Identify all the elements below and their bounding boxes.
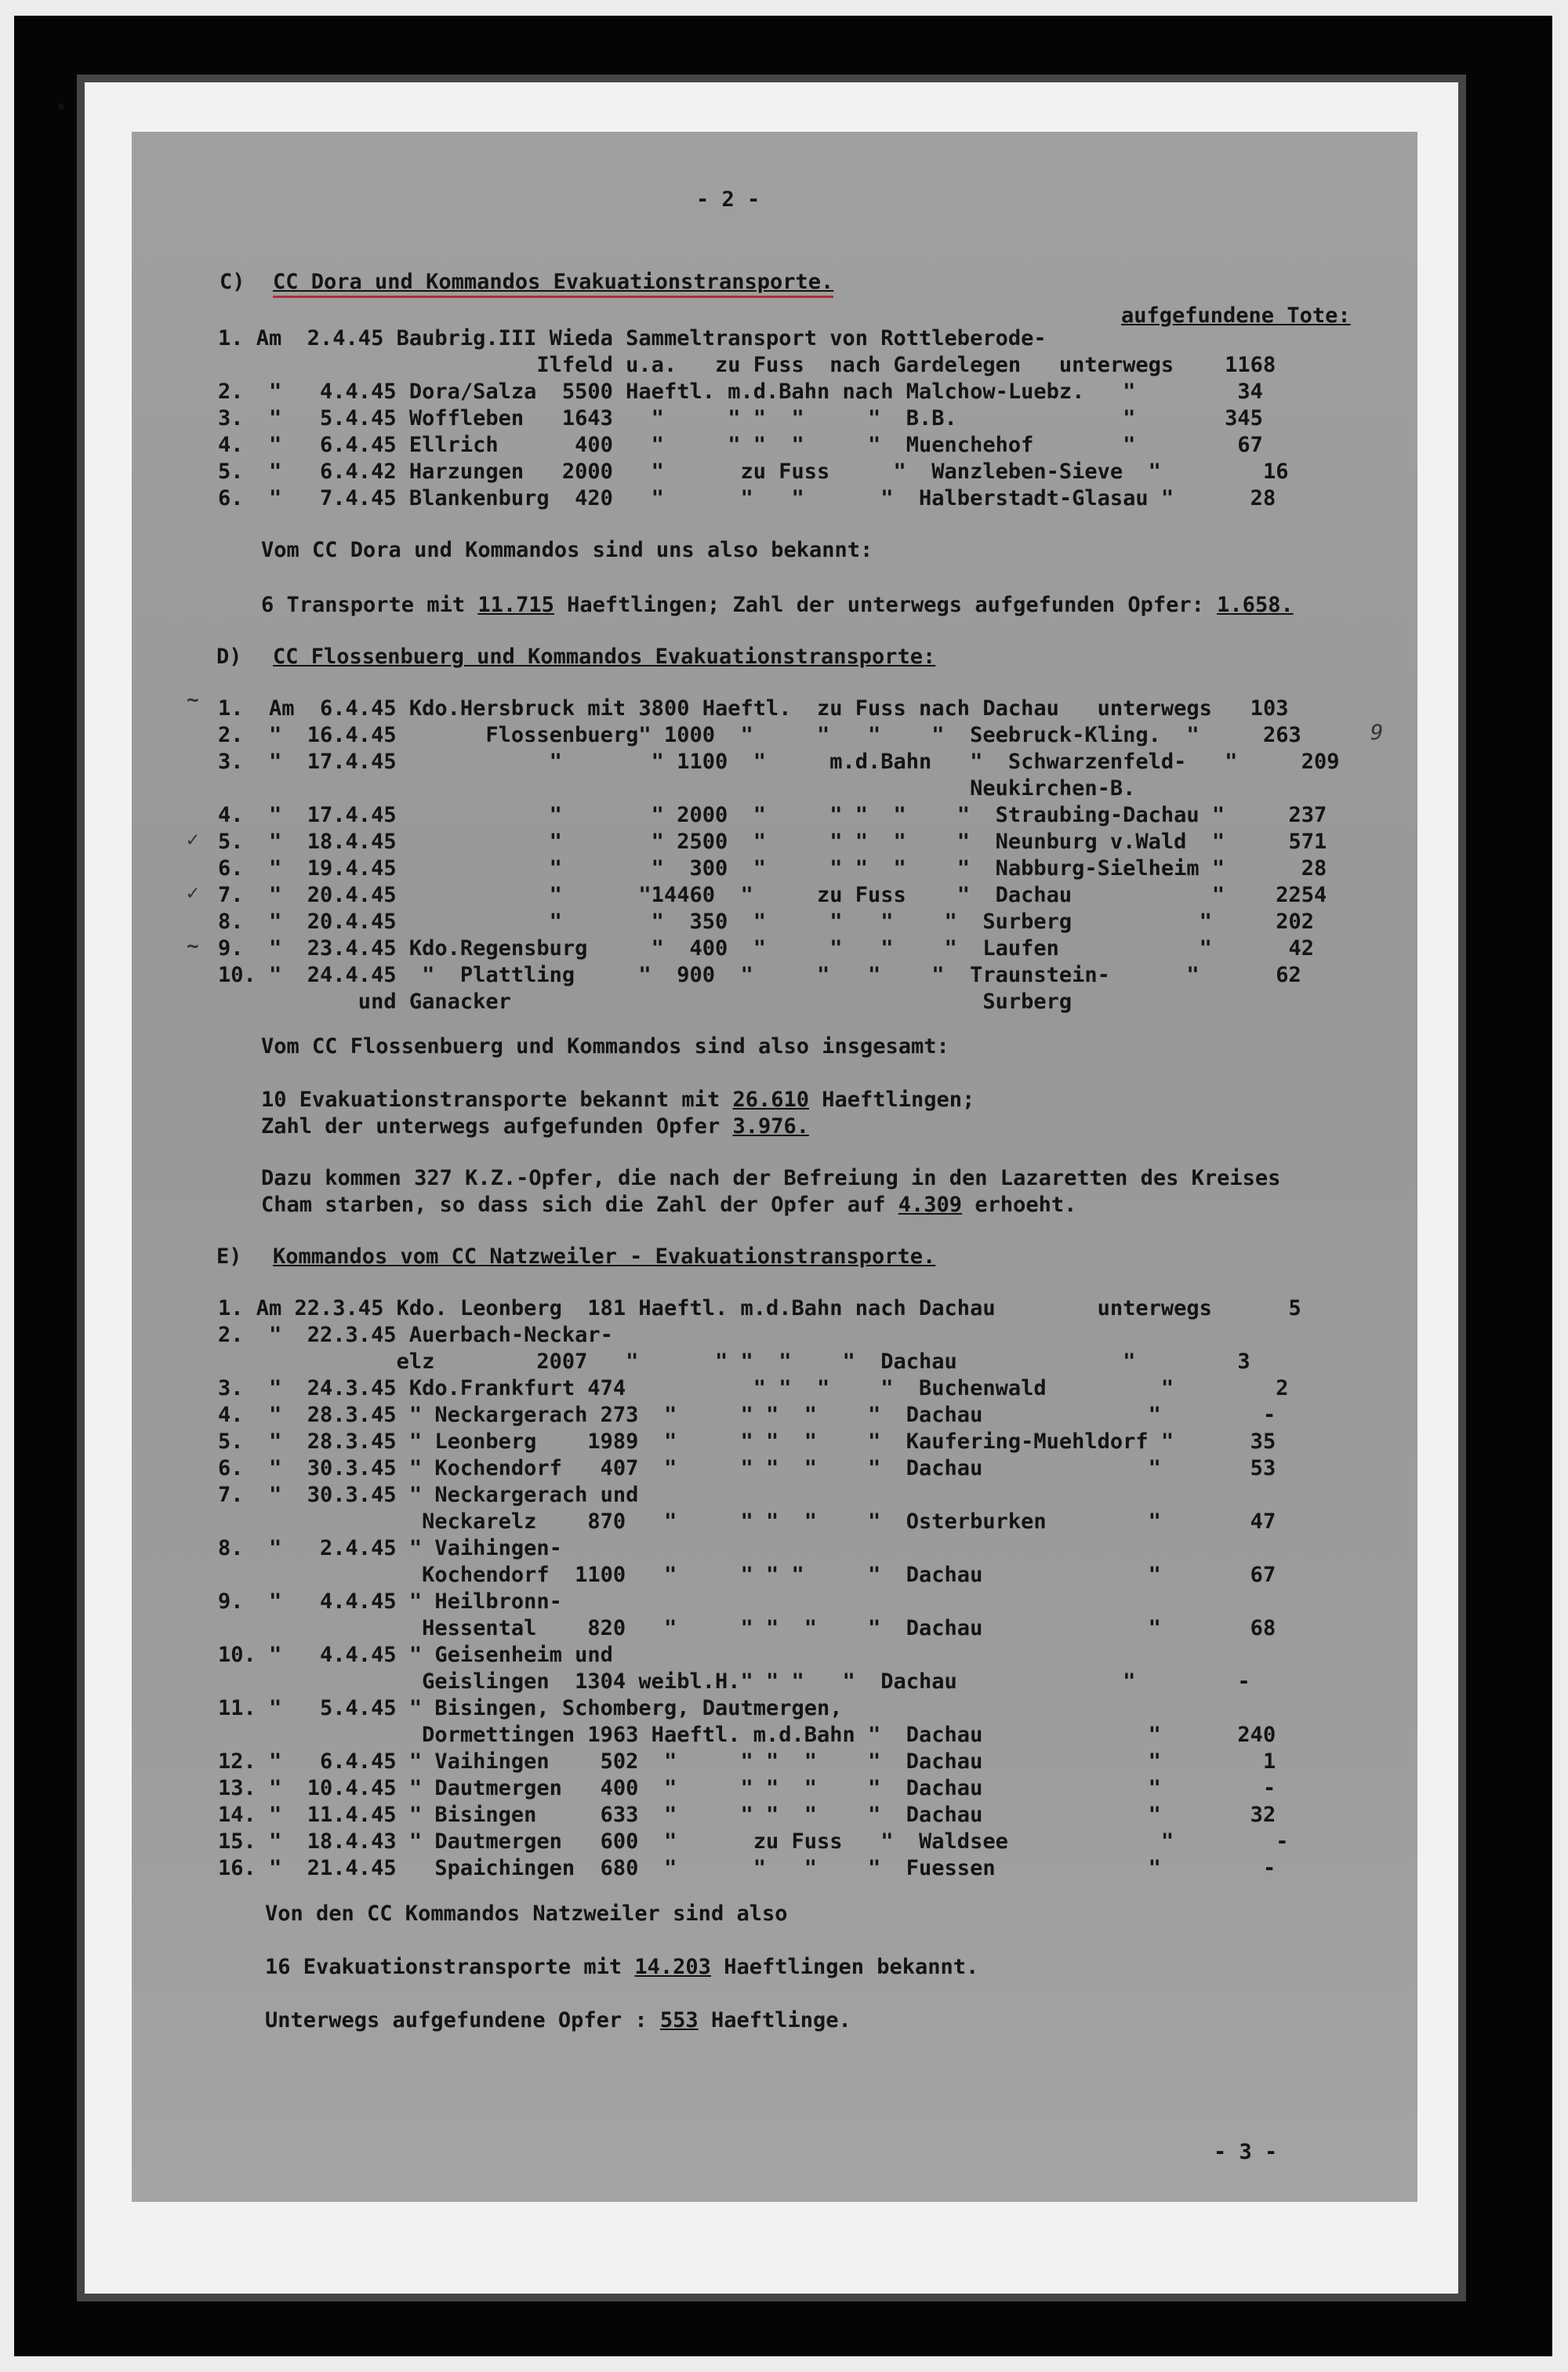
table-row: 7. " 20.4.45 " "14460 " zu Fuss " Dachau " 2254: [218, 883, 1327, 907]
table-row: 3. " 17.4.45 " " 1100 " m.d.Bahn " Schwarzenfeld- " 209: [218, 750, 1340, 774]
victim-total: 1.658.: [1217, 593, 1294, 617]
stray-ink-dot: [58, 104, 64, 110]
check-mark: ~: [187, 935, 199, 958]
prisoner-total: 14.203: [634, 1955, 711, 1979]
table-row: 9. " 23.4.45 Kdo.Regensburg " 400 " " " " Laufen " 42: [218, 936, 1314, 961]
table-row: 16. " 21.4.45 Spaichingen 680 " " " " Fuessen " -: [218, 1856, 1276, 1880]
table-row: 5. " 28.3.45 " Leonberg 1989 " " " " " Kaufering-Muehldorf " 35: [218, 1429, 1276, 1454]
table-row: 7. " 30.3.45 " Neckargerach und: [218, 1483, 639, 1507]
table-row: 14. " 11.4.45 " Bisingen 633 " " " " " Dachau " 32: [218, 1803, 1276, 1827]
column-header-dead-found: aufgefundene Tote:: [1121, 303, 1351, 328]
table-row: 1. Am 6.4.45 Kdo.Hersbruck mit 3800 Haeftl. zu Fuss nach Dachau unterwegs 103: [218, 696, 1289, 721]
table-row: Ilfeld u.a. zu Fuss nach Gardelegen unterwegs 1168: [218, 353, 1276, 377]
table-row: 4. " 28.3.45 " Neckargerach 273 " " " " " Dachau " -: [218, 1403, 1276, 1427]
table-row: 6. " 19.4.45 " " 300 " " " " " Nabburg-Sielheim " 28: [218, 856, 1327, 881]
table-row: 10. " 4.4.45 " Geisenheim und: [218, 1643, 613, 1667]
victim-grand-total: 4.309: [898, 1193, 963, 1217]
section-c-label: C): [220, 270, 245, 294]
table-row: 3. " 5.4.45 Woffleben 1643 " " " " " B.B. " 345: [218, 406, 1263, 430]
section-e-victims: Unterwegs aufgefundene Opfer : 553 Haeftlinge.: [265, 2008, 851, 2032]
table-row: 11. " 5.4.45 " Bisingen, Schomberg, Dautmergen,: [218, 1696, 843, 1720]
table-row: 5. " 6.4.42 Harzungen 2000 " zu Fuss " Wanzleben-Sieve " 16: [218, 460, 1289, 484]
table-row: Neukirchen-B.: [218, 776, 1136, 801]
section-c-totals: 6 Transporte mit 11.715 Haeftlingen; Zahl der unterwegs aufgefunden Opfer: 1.658.: [261, 593, 1294, 617]
section-d-note-line2: Cham starben, so dass sich die Zahl der Opfer auf 4.309 erhoeht.: [261, 1193, 1077, 1217]
prisoner-total: 11.715: [477, 593, 554, 617]
table-row: 4. " 17.4.45 " " 2000 " " " " " Straubing-Dachau " 237: [218, 803, 1327, 827]
victim-total: 553: [659, 2008, 699, 2032]
table-row: 4. " 6.4.45 Ellrich 400 " " " " " Muenchehof " 67: [218, 433, 1263, 457]
table-row: 9. " 4.4.45 " Heilbronn-: [218, 1589, 562, 1614]
table-row: 10. " 24.4.45 " Plattling " 900 " " " " Traunstein- " 62: [218, 963, 1301, 987]
document-page: [132, 132, 1417, 2202]
table-row: 6. " 7.4.45 Blankenburg 420 " " " " Halberstadt-Glasau " 28: [218, 486, 1276, 510]
table-row: 12. " 6.4.45 " Vaihingen 502 " " " " " Dachau " 1: [218, 1749, 1276, 1774]
section-c-heading: CC Dora und Kommandos Evakuationstransporte.: [273, 269, 833, 298]
table-row: Dormettingen 1963 Haeftl. m.d.Bahn " Dachau " 240: [218, 1723, 1276, 1747]
table-row: 1. Am 22.3.45 Kdo. Leonberg 181 Haeftl. m.d.Bahn nach Dachau unterwegs 5: [218, 1296, 1301, 1320]
section-d-victims: Zahl der unterwegs aufgefunden Opfer 3.976.: [261, 1114, 809, 1139]
check-mark: ~: [187, 688, 199, 712]
table-row: 3. " 24.3.45 Kdo.Frankfurt 474 " " " " Buchenwald " 2: [218, 1376, 1289, 1400]
table-row: 8. " 2.4.45 " Vaihingen-: [218, 1536, 562, 1560]
table-row: 8. " 20.4.45 " " 350 " " " " Surberg " 202: [218, 910, 1314, 934]
table-row: 2. " 16.4.45 Flossenbuerg" 1000 " " " " Seebruck-Kling. " 263: [218, 723, 1301, 747]
section-d-totals: 10 Evakuationstransporte bekannt mit 26.610 Haeftlingen;: [261, 1088, 975, 1112]
section-d-heading: CC Flossenbuerg und Kommandos Evakuationstransporte:: [273, 645, 936, 669]
table-row: 1. Am 2.4.45 Baubrig.III Wieda Sammeltransport von Rottleberode-: [218, 326, 1047, 351]
table-row: Neckarelz 870 " " " " " Osterburken " 47: [218, 1509, 1276, 1534]
section-d-note-line1: Dazu kommen 327 K.Z.-Opfer, die nach der Befreiung in den Lazaretten des Kreises: [261, 1166, 1281, 1190]
section-e-summary: Von den CC Kommandos Natzweiler sind also: [265, 1902, 788, 1926]
handwritten-nine: 9: [1370, 721, 1384, 745]
table-row: und Ganacker Surberg: [218, 990, 1073, 1014]
section-c-summary: Vom CC Dora und Kommandos sind uns also bekannt:: [261, 538, 873, 562]
table-row: elz 2007 " " " " " Dachau " 3: [218, 1349, 1250, 1374]
prisoner-total: 26.610: [732, 1088, 809, 1112]
table-row: 2. " 4.4.45 Dora/Salza 5500 Haeftl. m.d.Bahn nach Malchow-Luebz. " 34: [218, 380, 1263, 404]
check-mark: ✓: [187, 881, 199, 905]
table-row: 2. " 22.3.45 Auerbach-Neckar-: [218, 1323, 613, 1347]
table-row: 13. " 10.4.45 " Dautmergen 400 " " " " " Dachau " -: [218, 1776, 1276, 1800]
table-row: 5. " 18.4.45 " " 2500 " " " " " Neunburg v.Wald " 571: [218, 830, 1327, 854]
section-e-totals: 16 Evakuationstransporte mit 14.203 Haeftlingen bekannt.: [265, 1955, 979, 1979]
page-number-footer: - 3 -: [1214, 2140, 1278, 2164]
table-row: 15. " 18.4.43 " Dautmergen 600 " zu Fuss " Waldsee " -: [218, 1829, 1289, 1854]
section-d-summary: Vom CC Flossenbuerg und Kommandos sind also insgesamt:: [261, 1034, 949, 1059]
table-row: Geislingen 1304 weibl.H." " " " Dachau " -: [218, 1669, 1250, 1694]
check-mark: ✓: [187, 828, 199, 852]
section-d-label: D): [216, 645, 242, 669]
page-number-header: - 2 -: [696, 187, 760, 212]
section-e-label: E): [216, 1244, 242, 1269]
table-row: Kochendorf 1100 " " " " " Dachau " 67: [218, 1563, 1276, 1587]
section-e-heading: Kommandos vom CC Natzweiler - Evakuationstransporte.: [273, 1244, 936, 1269]
table-row: 6. " 30.3.45 " Kochendorf 407 " " " " " Dachau " 53: [218, 1456, 1276, 1480]
table-row: Hessental 820 " " " " " Dachau " 68: [218, 1616, 1276, 1640]
victim-total: 3.976.: [732, 1114, 809, 1139]
